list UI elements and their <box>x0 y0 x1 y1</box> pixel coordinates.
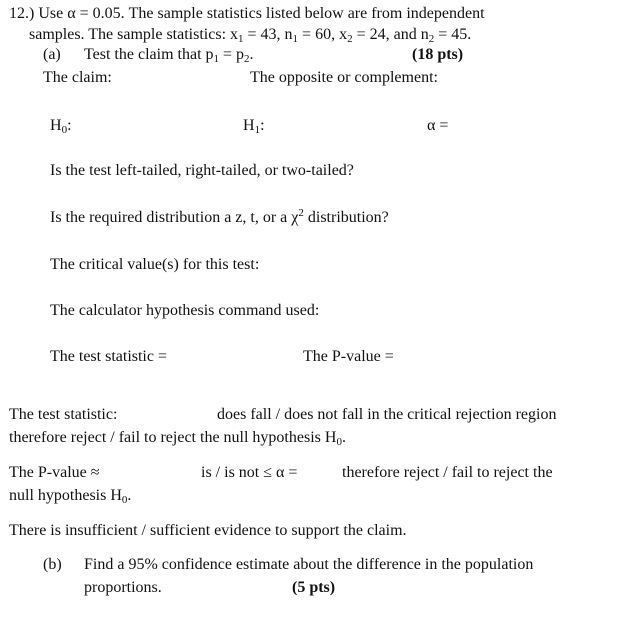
pv-conclusion-therefore: therefore reject / fail to reject the <box>342 464 553 481</box>
h1-label: $H_1$: <box>243 117 265 136</box>
part-a-label: (a) <box>43 46 61 63</box>
test-statistic-equals: The test statistic = <box>50 348 167 365</box>
p-value-equals: The P-value = <box>303 348 394 365</box>
part-a-points: (18 pts) <box>412 46 464 63</box>
part-b-label: (b) <box>43 556 62 573</box>
pv-conclusion-line-2: null hypothesis $H_0$. <box>9 487 132 506</box>
ts-conclusion-options: does fall / does not fall in the critical rejection region <box>217 406 557 423</box>
part-b-text-line-1: Find a 95% confidence estimate about the difference in the population <box>84 556 534 573</box>
distribution-question: Is the required distribution a z, t, or a $\chi^2$ distribution? <box>50 207 389 226</box>
ts-conclusion-label: The test statistic: <box>9 406 118 423</box>
tail-question: Is the test left-tailed, right-tailed, or two-tailed? <box>50 162 354 179</box>
claim-label: The claim: <box>43 69 112 86</box>
part-b-text-line-2: proportions. <box>84 579 162 596</box>
ts-conclusion-line-2: therefore reject / fail to reject the null hypothesis $H_0$. <box>9 429 346 448</box>
part-b-points: (5 pts) <box>292 579 336 596</box>
problem-line-2: samples. The sample statistics: $x_1 = 43$, $n_1 = 60$, $x_2 = 24$, and $n_2 = 45$. <box>29 26 472 45</box>
problem-line-1: 12.) Use α = 0.05. The sample statistics listed below are from independent <box>9 5 485 22</box>
alpha-label: α = <box>427 117 449 134</box>
opposite-label: The opposite or complement: <box>250 69 438 86</box>
evidence-statement: There is insufficient / sufficient evidence to support the claim. <box>9 522 407 539</box>
part-a-text: Test the claim that $p_1 = p_2$. <box>84 46 254 65</box>
calculator-command-question: The calculator hypothesis command used: <box>50 302 320 319</box>
pv-conclusion-label: The P-value ≈ <box>9 464 100 481</box>
pv-conclusion-options: is / is not ≤ α = <box>201 464 298 481</box>
critical-value-question: The critical value(s) for this test: <box>50 256 260 273</box>
h0-label: $H_0$: <box>50 117 72 136</box>
